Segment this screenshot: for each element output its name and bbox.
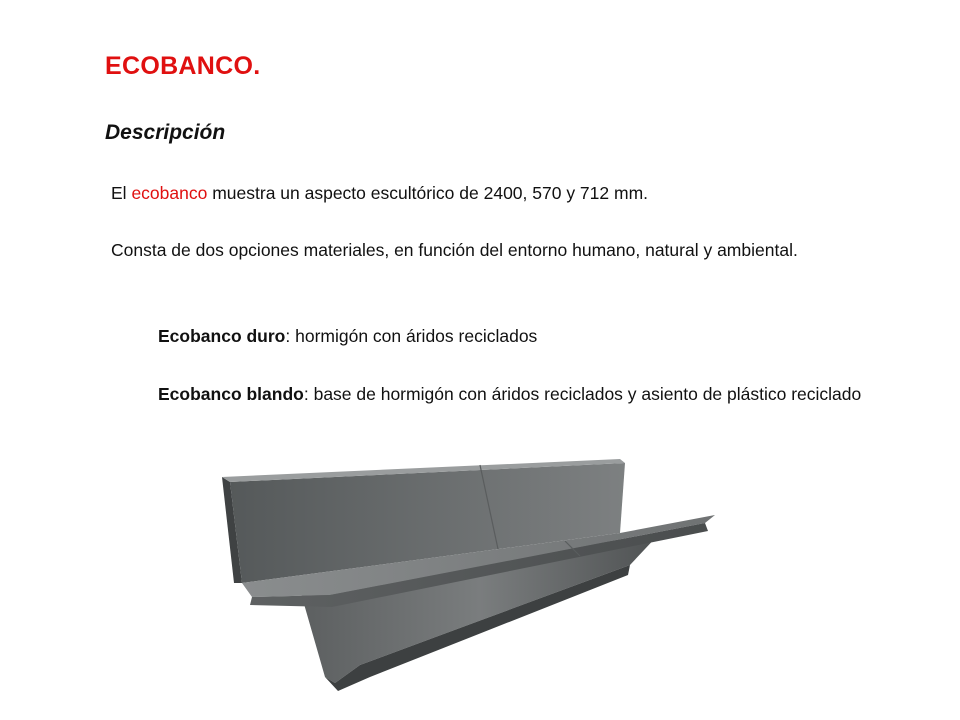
- section-subtitle: Descripción: [105, 121, 226, 144]
- option-hard: [158, 322, 878, 350]
- option-soft-desc: : base de hormigón con áridos reciclados y asiento de plástico reciclado: [303, 384, 862, 404]
- description-paragraph: [111, 179, 891, 207]
- option-soft-term: Ecobanco blando: [158, 384, 304, 404]
- option-soft: [158, 380, 878, 408]
- product-name-highlight: ecobanco: [131, 183, 208, 203]
- concrete-bench-image: [210, 455, 725, 705]
- slide-title: ECOBANCO.: [105, 52, 261, 80]
- option-hard-desc: : hormigón con áridos reciclados: [285, 326, 538, 346]
- p1-after: muestra un aspecto escultórico de 2400, 570 y 712 mm.: [207, 183, 649, 203]
- p1-before: El: [111, 183, 132, 203]
- option-hard-term: Ecobanco duro: [158, 326, 286, 346]
- materials-paragraph: Consta de dos opciones materiales, en función del entorno humano, natural y ambiental.: [111, 240, 798, 260]
